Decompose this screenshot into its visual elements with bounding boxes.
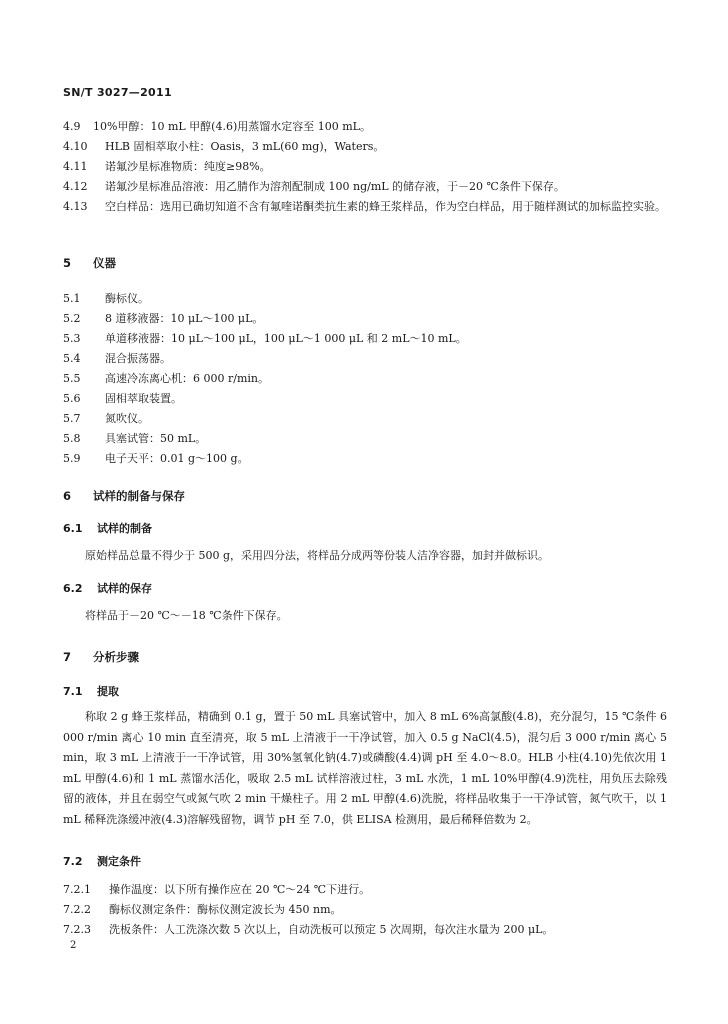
clause-text: 洗板条件：人工洗涤次数 5 次以上，自动洗板可以预定 5 次周期，每次注水量为 200 μL。 xyxy=(109,923,554,936)
section-6-2-heading xyxy=(63,580,152,596)
condition-7-2-3 xyxy=(63,923,553,937)
clause-text: 电子天平：0.01 g～100 g。 xyxy=(105,452,249,465)
clause-text: 酶标仪。 xyxy=(105,292,149,305)
clause-text: 空白样品：选用已确切知道不含有氟喹诺酮类抗生素的蜂王浆样品，作为空白样品，用于随样测试的加标监控实验。 xyxy=(105,200,666,213)
section-number: 7 xyxy=(63,650,72,664)
clause-number: 4.10 xyxy=(63,140,88,153)
clause-title: 测定条件 xyxy=(97,855,141,868)
instrument-5-7 xyxy=(63,412,149,426)
clause-text: 操作温度：以下所有操作应在 20 ℃～24 ℃下进行。 xyxy=(109,883,371,896)
page-number: 2 xyxy=(70,940,77,951)
clause-number: 6.1 xyxy=(63,522,83,535)
section-6-1-text: 原始样品总量不得少于 500 g，采用四分法，将样品分成两等份装人洁净容器，加封并做标识。 xyxy=(85,549,550,562)
instrument-5-5 xyxy=(63,372,269,386)
section-6-heading xyxy=(63,488,185,504)
clause-text: 8 道移液器：10 μL～100 μL。 xyxy=(105,312,264,325)
clause-number: 5.4 xyxy=(63,352,81,365)
clause-number: 4.11 xyxy=(63,160,88,173)
section-6-2-text: 将样品于－20 ℃～－18 ℃条件下保存。 xyxy=(85,609,288,622)
clause-title: 提取 xyxy=(97,685,119,698)
section-7-heading xyxy=(63,649,139,665)
clause-number: 5.2 xyxy=(63,312,81,325)
clause-number: 4.9 xyxy=(63,120,81,133)
clause-title: 试样的保存 xyxy=(97,582,152,595)
clause-text: 高速冷冻离心机：6 000 r/min。 xyxy=(105,372,269,385)
section-6-1-heading xyxy=(63,520,152,536)
section-7-2-heading xyxy=(63,853,141,869)
clause-text: 混合振荡器。 xyxy=(105,352,171,365)
clause-number: 7.1 xyxy=(63,685,83,698)
instrument-5-3 xyxy=(63,332,467,346)
standard-code-header: SN/T 3027—2011 xyxy=(63,86,172,99)
clause-number: 7.2.1 xyxy=(63,883,91,896)
reagent-4-11 xyxy=(63,160,271,174)
clause-text: HLB 固相萃取小柱：Oasis，3 mL(60 mg)，Waters。 xyxy=(105,140,385,153)
reagent-4-13 xyxy=(63,196,667,217)
instrument-5-4 xyxy=(63,352,171,366)
clause-number: 7.2.3 xyxy=(63,923,91,936)
clause-text: 单道移液器：10 μL～100 μL，100 μL～1 000 μL 和 2 mL～10 mL。 xyxy=(105,332,467,345)
instrument-5-2 xyxy=(63,312,263,326)
section-number: 6 xyxy=(63,489,72,503)
clause-text: 酶标仪测定条件：酶标仪测定波长为 450 nm。 xyxy=(109,903,342,916)
instrument-5-1 xyxy=(63,292,149,306)
clause-number: 4.12 xyxy=(63,180,88,193)
clause-text: 具塞试管：50 mL。 xyxy=(105,432,207,445)
clause-number: 7.2.2 xyxy=(63,903,91,916)
section-7-1-heading xyxy=(63,683,119,699)
clause-number: 5.7 xyxy=(63,412,81,425)
clause-number: 5.1 xyxy=(63,292,81,305)
clause-number: 5.3 xyxy=(63,332,81,345)
instrument-5-6 xyxy=(63,392,182,406)
clause-number: 7.2 xyxy=(63,855,83,868)
reagent-4-9 xyxy=(63,120,371,134)
condition-7-2-1 xyxy=(63,883,370,897)
clause-text: 10%甲醇：10 mL 甲醇(4.6)用蒸馏水定容至 100 mL。 xyxy=(93,120,371,133)
section-title: 试样的制备与保存 xyxy=(93,489,185,503)
reagent-4-10 xyxy=(63,140,384,154)
clause-number: 4.13 xyxy=(63,200,88,213)
condition-7-2-2 xyxy=(63,903,342,917)
clause-number: 5.9 xyxy=(63,452,81,465)
clause-number: 6.2 xyxy=(63,582,83,595)
section-title: 仪器 xyxy=(93,256,116,270)
clause-text: 氮吹仪。 xyxy=(105,412,149,425)
instrument-5-8 xyxy=(63,432,206,446)
instrument-5-9 xyxy=(63,452,249,466)
clause-text: 诺氟沙星标准物质：纯度≥98%。 xyxy=(105,160,271,173)
clause-title: 试样的制备 xyxy=(97,522,152,535)
clause-text: 诺氟沙星标准品溶液：用乙腈作为溶剂配制成 100 ng/mL 的储存液，于－20 ℃条件下保存。 xyxy=(105,180,565,193)
clause-number: 5.5 xyxy=(63,372,81,385)
section-number: 5 xyxy=(63,256,72,270)
section-7-1-text: 称取 2 g 蜂王浆样品，精确到 0.1 g，置于 50 mL 具塞试管中，加入 8 mL 6%高氯酸(4.8)，充分混匀，15 ℃条件 6 000 r/min 离心 10 min 直至清亮，取 5 mL 上清液于一干净试管，加入 0.5 g NaCl(4.5)，混匀后 3 000 r/min 离心 5 min，取 3 mL 上清液于一干净试管，用 30%氢氧化钠(4.7)或磷酸(4.4)调 pH 至 4.0～8.0。HLB 小柱(4.10)先依次用 1 mL 甲醇(4.6)和 1 mL 蒸馏水活化，吸取 2.5 mL 试样溶液过柱，3 mL 水洗，1 mL 10%甲醇(4.9)洗柱，用负压去除残留的液体，并且在弱空气或氮气吹 2 min 干燥柱子。用 2 mL 甲醇(4.6)洗脱，将样品收集于一干净试管，氮气吹干，以 1 mL 稀释洗涤缓冲液(4.3)溶解残留物，调节 pH 至 7.0，供 ELISA 检测用，最后稀释倍数为 2。 xyxy=(63,710,667,826)
reagent-4-12 xyxy=(63,180,565,194)
clause-text: 固相萃取装置。 xyxy=(105,392,182,405)
clause-number: 5.6 xyxy=(63,392,81,405)
section-title: 分析步骤 xyxy=(93,650,139,664)
clause-number: 5.8 xyxy=(63,432,81,445)
section-5-heading xyxy=(63,255,116,271)
